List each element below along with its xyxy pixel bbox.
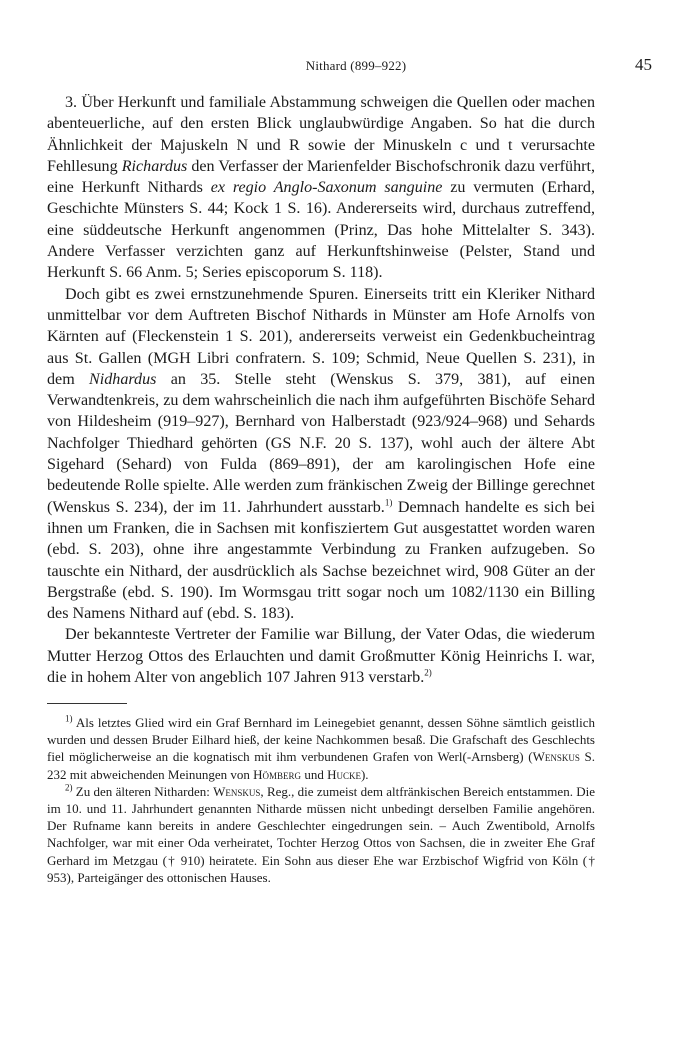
text-run: 3. Über Herkunft und familiale Abstammung schweigen die Quellen oder machen abenteuerliche, auf den ersten Blick unglaubwürdige Angaben. So hat die durch Ähnlichkeit der Majuskeln N und R sowie der Minuskeln c und t verursachte Fehllesung xyxy=(47,94,595,175)
footnote-marker: 2) xyxy=(65,782,73,793)
body-text xyxy=(47,92,595,688)
paragraph-3 xyxy=(47,624,595,688)
italic-run: Nidhardus xyxy=(89,370,157,388)
page-header xyxy=(48,55,664,78)
text-run: Der bekannteste Vertreter der Familie war Billung, der Vater Odas, die wiederum Mutter Herzog Ottos des Erlauchten und damit Großmutter König Heinrichs I. war, die in hohem Alter von angeblich 107 Jahren 913 verstarb. xyxy=(47,626,595,687)
footnote-ref-2[interactable]: 2) xyxy=(424,667,432,678)
text-run: an 35. Stelle steht (Wenskus S. 379, 381), auf einen Verwandtenkreis, zu dem wahrscheinlich die nach ihm aufgeführten Bischöfe Sehard von Hildesheim (919–927), Bernhard von Halberstadt (923/924–968) und Sehards Nachfolger Thiedhard gehörten (GS N.F. 20 S. 137), wohl auch der ältere Abt Sigehard (Sehard) von Fulda (869–891), der am karolingischen Hofe eine bedeutende Rolle spielte. Alle werden zum fränkischen Zweig der Billinge gerechnet (Wenskus S. 234), der im 11. Jahrhundert ausstarb. xyxy=(47,370,595,516)
footnote-2 xyxy=(47,783,595,886)
running-head: Nithard (899–922) xyxy=(305,58,407,73)
footnote-divider xyxy=(47,703,127,704)
text-run: S. 232 mit abweichenden Meinungen von xyxy=(47,749,595,782)
author-name: Wenskus xyxy=(213,783,261,799)
footnote-1 xyxy=(47,714,595,783)
footnotes xyxy=(47,714,595,886)
text-run: Zu den älteren Nitharden: xyxy=(72,783,214,799)
author-name: Wenskus xyxy=(532,749,580,765)
text-run: und xyxy=(301,766,328,782)
italic-run: Richardus xyxy=(121,157,188,175)
italic-run: ex regio Anglo-Saxonum sanguine xyxy=(210,179,443,197)
text-run: Demnach handelte es sich bei ihnen um Franken, die in Sachsen mit konfisziertem Gut ausgestattet worden waren (ebd. S. 203), ohne ihre angestammte Verbindung zu Franken aufzugeben. So tauschte ein Nithard, der ausdrücklich als Sachse bezeichnet wird, 908 Güter an der Bergstraße (ebd. S. 190). Im Wormsgau tritt sogar noch um 1082/1130 ein Billing des Namens Nithard auf (ebd. S. 183). xyxy=(47,498,595,623)
footnote-marker: 1) xyxy=(65,713,73,724)
author-name: Hömberg xyxy=(253,766,302,782)
paragraph-2 xyxy=(47,284,595,625)
footnote-ref-1[interactable]: 1) xyxy=(384,497,393,508)
author-name: Hucke xyxy=(327,766,361,782)
page-number: 45 xyxy=(635,55,652,74)
paragraph-1 xyxy=(47,92,595,284)
text-run: zu vermuten (Erhard, Geschichte Münsters S. 44; Kock 1 S. 16). Andererseits wird, durchaus zutreffend, eine süddeutsche Herkunft angenommen (Prinz, Das hohe Mittelalter S. 343). Andere Verfasser verzichten ganz auf Herkunftshinweise (Pelster, Stand und Herkunft S. 66 Anm. 5; Series episcoporum S. 118). xyxy=(47,179,595,282)
text-run: ). xyxy=(360,766,369,782)
text-run: Doch gibt es zwei ernstzunehmende Spuren. Einerseits tritt ein Kleriker Nithard unmittelbar vor dem Auftreten Bischof Nithards in Münster am Hofe Arnolfs von Kärnten auf (Fleckenstein 1 S. 201), andererseits verweist ein Gedenkbucheintrag aus St. Gallen (MGH Libri confratern. S. 109; Schmid, Neue Quellen S. 231), in dem xyxy=(47,285,595,388)
text-run: Als letztes Glied wird ein Graf Bernhard im Leinegebiet genannt, dessen Söhne sämtlich geistlich wurden und dessen Bruder Eilhard hieß, der keine Nachkommen besaß. Die Grafschaft des Geschlechts fiel möglicherweise an die kognatisch mit ihm verbundenen Grafen von Werl(-Arnsberg) ( xyxy=(47,715,595,765)
text-run: den Verfasser der Marienfelder Bischofschronik dazu verführt, eine Herkunft Nithards xyxy=(47,157,595,197)
text-run: , Reg., die zumeist dem altfränkischen Bereich entstammen. Die im 10. und 11. Jahrhundert genannten Nitharde müssen nicht unbedingt derselben Familie angehören. Der Rufname kann bereits in andere Geschlechter eingedrungen sein. – Auch Zwentibold, Arnolfs Nachfolger, war mit einer Oda verheiratet, Tochter Herzog Ottos von Sachsen, die in zweiter Ehe Graf Gerhard im Metzgau († 910) heiratete. Ein Sohn aus dieser Ehe war Erzbischof Wigfrid von Köln († 953), Parteigänger des ottonischen Hauses. xyxy=(47,783,596,885)
